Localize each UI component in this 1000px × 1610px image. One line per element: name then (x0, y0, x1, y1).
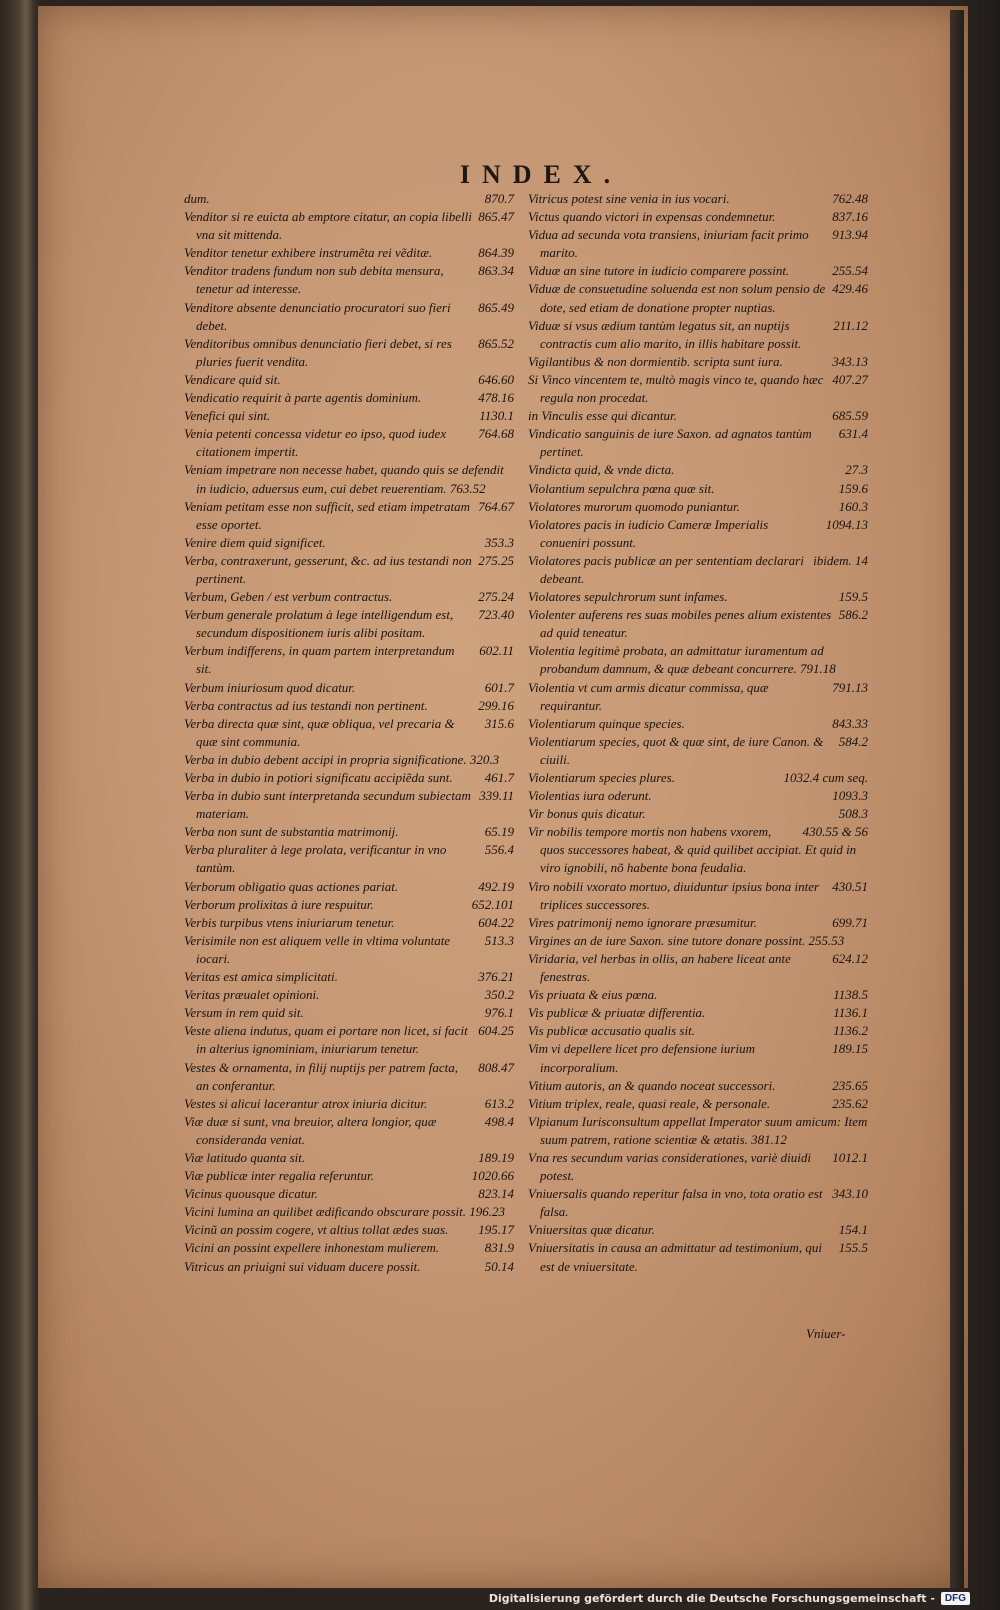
index-entry (528, 823, 868, 877)
index-entry-page-ref: 195.17 (478, 1222, 514, 1238)
index-entry-text: Vna res secundum varias considerationes, variè diuidi potest. (528, 1149, 811, 1184)
index-entry-text: Veritas est amica simplicitati. (184, 969, 338, 985)
index-entry-page-ref: 1138.5 (833, 987, 868, 1003)
index-entry-page-ref: 913.94 (832, 227, 868, 243)
index-entry-text: Veritas præualet opinioni. (184, 987, 320, 1003)
index-entry-text: Verba in dubio sunt interpretanda secundum subiectam materiam. (184, 788, 471, 822)
index-entry-text: Verba non sunt de substantia matrimonij. (184, 824, 399, 840)
index-entry-page-ref: ibidem. 14 (813, 552, 868, 568)
index-entry-text: Vlpianum Iurisconsultum appellat Imperator suum amicum: Item suum patrem, ratione scientiæ & ætatis. 381.12 (528, 1113, 868, 1147)
index-entry (184, 1095, 514, 1113)
index-entry-page-ref: 823.14 (478, 1186, 514, 1202)
index-entry-page-ref: 430.51 (832, 878, 868, 894)
index-entry-text: Vires patrimonij nemo ignorare præsumitur. (528, 914, 757, 930)
index-entry-text: Viro nobili vxorato mortuo, diuiduntur ipsius bona inter triplices successores. (528, 878, 820, 912)
index-entry-page-ref: 350.2 (484, 987, 514, 1003)
index-entry (528, 407, 868, 425)
index-entry-page-ref: 513.3 (484, 932, 514, 948)
index-entry-text: Vestes si alicui lacerantur atrox iniuria dicitur. (184, 1095, 428, 1111)
index-entry-page-ref: 870.7 (484, 191, 514, 206)
index-entry-page-ref: 1093.3 (832, 788, 868, 804)
index-entry (528, 1221, 868, 1239)
index-entry (528, 461, 868, 479)
index-entry-text: Violentiarum species, quot & quæ sint, de iure Canon. & ciuili. (528, 733, 824, 767)
index-entry-text: Violentiarum quinque species. (528, 715, 685, 731)
index-entry (528, 1004, 868, 1022)
index-entry-page-ref: 646.60 (478, 371, 514, 387)
index-entry-text: Vis publicæ accusatio qualis sit. (528, 1023, 695, 1039)
index-entry-page-ref: 1094.13 (825, 516, 868, 532)
index-entry-page-ref: 189.19 (478, 1149, 514, 1165)
index-entry-page-ref: 652.101 (471, 896, 514, 912)
index-entry-text: Vigilantibus & non dormientib. scripta sunt iura. (528, 353, 783, 369)
index-entry-text: Venditor tenetur exhibere instrumẽta rei vẽditæ. (184, 245, 433, 261)
index-entry-page-ref: 492.19 (478, 878, 514, 894)
index-entry-text: Verba in dubio in potiori significatu accipiẽda sunt. (184, 770, 453, 785)
index-entry-page-ref: 631.4 (838, 426, 868, 442)
index-entry (528, 606, 868, 642)
index-entry-text: Vidua ad secunda vota transiens, iniuriam facit primo marito. (528, 227, 809, 261)
index-entry (184, 552, 514, 588)
index-entry (184, 1239, 514, 1257)
index-entry (184, 407, 514, 425)
index-entry-text: Viæ duæ si sunt, vna breuior, altera longior, quæ consideranda veniat. (184, 1113, 437, 1147)
index-entry (528, 425, 868, 461)
index-entry-page-ref: 299.16 (478, 697, 514, 713)
index-entry-page-ref: 211.12 (833, 317, 868, 333)
index-entry-page-ref: 353.3 (484, 534, 514, 550)
index-entry-text: Virgines an de iure Saxon. sine tutore donare possint. 255.53 (528, 932, 845, 948)
index-entry (184, 425, 514, 461)
index-entry-text: Verbis turpibus vtens iniuriarum tenetur. (184, 914, 395, 930)
index-entry (528, 1077, 868, 1095)
index-entry (184, 1185, 514, 1203)
index-entry-text: Verba pluraliter à lege prolata, verificantur in vno tantùm. (184, 842, 447, 876)
index-entry-page-ref: 602.11 (479, 643, 514, 659)
index-entry-text: Veniam impetrare non necesse habet, quando quis se defendit in iudicio, aduersus eum, cui debet reuerentiam. 763.52 (184, 462, 504, 496)
index-entry-text: Verbum iniuriosum quod dicatur. (184, 679, 356, 695)
index-entry-text: Venditore absente denunciatio procuratori suo fieri debet. (184, 299, 451, 333)
index-entry-page-ref: 189.15 (832, 1041, 868, 1057)
index-entry-text: Verbum generale prolatum à lege intelligendum est, secundum dispositionem iuris alibi positam. (184, 607, 454, 641)
index-entry-text: Venia petenti concessa videtur eo ipso, quod iudex citationem impertit. (184, 426, 447, 460)
index-entry (528, 878, 868, 914)
index-entry-page-ref: 50.14 (484, 1258, 514, 1274)
index-entry-text: Vniuersalis quando reperitur falsa in vno, tota oratio est falsa. (528, 1186, 823, 1220)
index-entry (184, 534, 514, 552)
index-entry-page-ref: 976.1 (484, 1005, 514, 1021)
index-entry-page-ref: 275.24 (478, 589, 514, 605)
index-entry (528, 262, 868, 280)
index-entry-page-ref: 275.25 (478, 552, 514, 568)
index-entry (184, 606, 514, 642)
index-entry-text: Vim vi depellere licet pro defensione iurium incorporalium. (528, 1041, 755, 1075)
index-entry-text: Verbum indifferens, in quam partem interpretandum sit. (184, 643, 455, 677)
index-entry-text: Victus quando victori in expensas condemnetur. (528, 209, 776, 225)
index-entry-page-ref: 1020.66 (471, 1168, 514, 1184)
index-entry-text: Viduæ an sine tutore in iudicio comparere possint. (528, 263, 790, 279)
index-entry (184, 787, 514, 823)
index-entry (528, 1113, 868, 1149)
index-entry (184, 932, 514, 968)
index-entry-page-ref: 376.21 (478, 969, 514, 985)
index-entry (184, 208, 514, 244)
index-entry (184, 461, 514, 497)
index-entry (184, 498, 514, 534)
index-entry-text: Viduæ si vsus ædium tantùm legatus sit, an nuptijs contractis cum alio marito, in illis habitare possit. (528, 317, 802, 351)
index-entry (184, 679, 514, 697)
index-entry-page-ref: 343.10 (832, 1186, 868, 1202)
index-entry-page-ref: 723.40 (478, 607, 514, 623)
index-entry-text: Vitricus an priuigni sui viduam ducere possit. (184, 1258, 421, 1274)
index-entry (184, 1059, 514, 1095)
index-entry (184, 968, 514, 986)
index-entry-page-ref: 604.25 (478, 1023, 514, 1039)
index-entry-page-ref: 508.3 (838, 806, 868, 822)
index-entry-page-ref: 159.5 (838, 589, 868, 605)
index-entry-page-ref: 154.1 (838, 1222, 868, 1238)
index-entry (184, 1203, 514, 1221)
index-entry-page-ref: 685.59 (832, 408, 868, 424)
index-entry-page-ref: 837.16 (832, 209, 868, 225)
index-entry (528, 914, 868, 932)
index-entry-page-ref: 764.67 (478, 498, 514, 514)
index-entry (528, 932, 868, 950)
index-entry (184, 1004, 514, 1022)
index-entry (184, 642, 514, 678)
footer-credit-text: Digitalisierung gefördert durch die Deutsche Forschungsgemeinschaft - (488, 1592, 935, 1605)
index-entry (528, 733, 868, 769)
index-entry (184, 588, 514, 606)
index-entry (528, 317, 868, 353)
index-entry-text: Venditor tradens fundum non sub debita mensura, tenetur ad interesse. (184, 263, 444, 297)
index-entry (528, 1095, 868, 1113)
index-entry (528, 552, 868, 588)
index-entry (528, 1149, 868, 1185)
index-entry (184, 335, 514, 371)
index-entry-page-ref: 159.6 (838, 480, 868, 496)
index-entry-text: Vniuersitatis in causa an admittatur ad testimonium, qui est de vniuersitate. (528, 1240, 822, 1274)
index-entry-page-ref: 624.12 (832, 950, 868, 966)
index-entry-page-ref: 343.13 (832, 353, 868, 369)
index-entry (528, 1040, 868, 1076)
index-entry (528, 769, 868, 787)
index-entry (528, 516, 868, 552)
index-entry-page-ref: 584.2 (838, 733, 868, 749)
index-entry-page-ref: 865.52 (478, 335, 514, 351)
index-entry-text: Vicini lumina an quilibet ædificando obscurare possit. 196.23 (184, 1204, 506, 1220)
index-entry-text: Viæ latitudo quanta sit. (184, 1149, 306, 1165)
index-entry (184, 1258, 514, 1276)
index-entry-page-ref: 843.33 (832, 715, 868, 731)
index-entry-text: Vicini an possint expellere inhonestam mulierem. (184, 1240, 440, 1256)
index-entry-text: Viæ publicæ inter regalia referuntur. (184, 1168, 374, 1184)
index-entry-page-ref: 429.46 (832, 281, 868, 297)
index-entry (528, 787, 868, 805)
index-entry-page-ref: 1032.4 cum seq. (783, 770, 868, 785)
index-entry-page-ref: 65.19 (484, 824, 514, 840)
index-entry-page-ref: 235.65 (832, 1077, 868, 1093)
index-entry-text: Violatores sepulchrorum sunt infames. (528, 589, 728, 605)
index-entry-text: Vindicta quid, & vnde dicta. (528, 462, 675, 478)
index-entry (528, 1185, 868, 1221)
index-entry-page-ref: 1136.2 (833, 1023, 868, 1039)
index-entry-text: Violenter auferens res suas mobiles penes alium existentes ad quid teneatur. (528, 607, 832, 641)
index-entry-text: Vendicatio requirit à parte agentis dominium. (184, 390, 422, 406)
index-entry-page-ref: 1130.1 (479, 408, 514, 424)
index-entry (528, 208, 868, 226)
index-entry (528, 950, 868, 986)
index-entry (528, 190, 868, 208)
index-column-right (528, 190, 868, 1276)
page-edge (950, 10, 964, 1588)
index-entry-text: Violatores murorum quomodo puniantur. (528, 498, 740, 514)
page-header: INDEX. (459, 160, 623, 189)
catchword: Vniuer- (806, 1326, 846, 1341)
index-column-left (184, 190, 514, 1276)
index-entry-text: Vendicare quid sit. (184, 371, 281, 387)
index-entry-text: Violentias iura oderunt. (528, 788, 652, 804)
index-entry-text: Veste aliena indutus, quam ei portare non licet, si facit in alterius ignominiam, iniuriarum tenetur. (184, 1023, 468, 1057)
index-entry-text: Vitricus potest sine venia in ius vocari. (528, 191, 730, 206)
index-entry-page-ref: 586.2 (838, 607, 868, 623)
index-entry (528, 679, 868, 715)
index-entry-text: Verba directa quæ sint, quæ obliqua, vel precaria & quæ sint communia. (184, 715, 455, 749)
index-entry (528, 986, 868, 1004)
index-entry (184, 1167, 514, 1185)
index-entry (184, 823, 514, 841)
footer-credit (489, 1592, 970, 1605)
index-entry (528, 805, 868, 823)
index-entry-page-ref: 604.22 (478, 914, 514, 930)
dfg-logo: DFG (941, 1592, 970, 1605)
index-entry-text: Vir nobilis tempore mortis non habens vxorem, quos successores habeat, & quid quilibet accipiat. Et quid in viro ignobili, nõ habente bona feudalia. (528, 824, 857, 876)
index-entry-page-ref: 155.5 (838, 1240, 868, 1256)
index-entry (184, 244, 514, 262)
index-entry-page-ref: 863.34 (478, 263, 514, 279)
index-entry-page-ref: 255.54 (832, 263, 868, 279)
index-entry-text: Violentia vt cum armis dicatur commissa, quæ requirantur. (528, 679, 769, 713)
index-entry-text: Violatores pacis publicæ an per sententiam declarari debeant. (528, 552, 804, 586)
index-entry-text: Vitium triplex, reale, quasi reale, & personale. (528, 1095, 771, 1111)
index-entry-page-ref: 613.2 (484, 1095, 514, 1111)
index-entry-text: Violentia legitimè probata, an admittatur iuramentum ad probandum damnum, & quæ debeant concurrere. 791.18 (528, 643, 836, 677)
index-entry-page-ref: 478.16 (478, 390, 514, 406)
index-entry-text: Verba, contraxerunt, gesserunt, &c. ad ius testandi non pertinent. (184, 552, 472, 586)
index-entry (528, 1239, 868, 1275)
index-entry (184, 1113, 514, 1149)
index-entry-page-ref: 831.9 (484, 1240, 514, 1256)
index-entry-text: Violantium sepulchra pœna quæ sit. (528, 480, 715, 496)
index-entry-text: dum. (184, 191, 210, 206)
index-entry-text: Verba contractus ad ius testandi non pertinent. (184, 697, 428, 713)
index-entry-text: Venire diem quid significet. (184, 534, 326, 550)
index-entry-text: Vestes & ornamenta, in filij nuptijs per patrem facta, an conferantur. (184, 1059, 458, 1093)
index-entry-text: Verisimile non est aliquem velle in vltima voluntate iocari. (184, 932, 451, 966)
index-entry-text: Verborum obligatio quas actiones pariat. (184, 878, 399, 894)
index-entry (184, 299, 514, 335)
index-entry (528, 642, 868, 678)
index-entry-page-ref: 27.3 (845, 462, 868, 478)
index-entry-text: Vindicatio sanguinis de iure Saxon. ad agnatos tantùm pertinet. (528, 426, 812, 460)
index-entry (528, 588, 868, 606)
index-entry-text: Vis priuata & eius pœna. (528, 987, 658, 1003)
index-entry-text: in Vinculis esse qui dicantur. (528, 408, 677, 424)
index-entry (184, 986, 514, 1004)
index-entry (184, 1221, 514, 1239)
index-entry (184, 697, 514, 715)
index-entry-page-ref: 791.13 (832, 679, 868, 695)
index-entry-page-ref: 315.6 (484, 715, 514, 731)
index-entry-text: Vniuersitas quæ dicatur. (528, 1222, 655, 1238)
index-entry (184, 1022, 514, 1058)
index-entry-text: Verba in dubio debent accipi in propria significatione. 320.3 (184, 751, 500, 767)
index-entry (184, 878, 514, 896)
index-entry-text: Violentiarum species plures. (528, 770, 675, 785)
index-entry (528, 715, 868, 733)
index-entry-page-ref: 1012.1 (832, 1149, 868, 1165)
index-entry-page-ref: 699.71 (832, 914, 868, 930)
index-entry (528, 353, 868, 371)
index-entry-text: Versum in rem quid sit. (184, 1005, 304, 1021)
index-entry (528, 1022, 868, 1040)
index-entry (184, 371, 514, 389)
index-entry-text: Si Vinco vincentem te, multò magis vinco te, quando hæc regula non procedat. (528, 371, 824, 406)
index-entry-page-ref: 601.7 (484, 679, 514, 695)
index-entry-page-ref: 430.55 & 56 (802, 824, 868, 840)
index-entry (528, 498, 868, 516)
index-entry (184, 262, 514, 298)
index-entry-text: Venditor si re euicta ab emptore citatur, an copia libelli vna sit mittenda. (184, 209, 472, 243)
index-entry (184, 841, 514, 877)
index-entry-page-ref: 160.3 (838, 498, 868, 514)
index-entry (184, 914, 514, 932)
index-entry-text: Venefici qui sint. (184, 408, 271, 424)
index-entry-text: Vitium autoris, an & quando noceat successori. (528, 1077, 776, 1093)
index-entry-text: Violatores pacis in iudicio Cameræ Imperialis conueniri possunt. (528, 516, 769, 550)
index-entry-text: Viduæ de consuetudine soluenda est non solum pensio de dote, sed etiam de donatione propter nuptias. (528, 281, 826, 315)
index-entry-text: Verbum, Geben / est verbum contractus. (184, 589, 393, 605)
index-entry-text: Viridaria, vel herbas in ollis, an habere liceat ante fenestras. (528, 950, 791, 985)
index-entry-page-ref: 339.11 (479, 788, 514, 804)
index-entry-page-ref: 498.4 (484, 1113, 514, 1129)
index-entry-text: Vicinus quousque dicatur. (184, 1186, 318, 1202)
index-entry-text: Vir bonus quis dicatur. (528, 806, 646, 822)
index-entry (184, 751, 514, 769)
index-entry-page-ref: 461.7 (484, 770, 514, 785)
index-entry-page-ref: 1136.1 (833, 1005, 868, 1021)
index-entry-text: Veniam petitam esse non sufficit, sed etiam impetratam esse oportet. (184, 498, 470, 532)
index-entry-text: Verborum prolixitas à iure respuitur. (184, 896, 374, 912)
index-entry-page-ref: 865.47 (478, 209, 514, 225)
index-entry (528, 480, 868, 498)
index-entry (184, 190, 514, 208)
index-entry (184, 389, 514, 407)
index-entry-page-ref: 808.47 (478, 1059, 514, 1075)
index-entry-text: Vicinũ an possim cogere, vt altius tollat ædes suas. (184, 1222, 449, 1238)
index-entry-page-ref: 865.49 (478, 299, 514, 315)
index-entry-page-ref: 864.39 (478, 245, 514, 261)
index-entry-page-ref: 764.68 (478, 426, 514, 442)
index-entry (528, 226, 868, 262)
index-entry-page-ref: 556.4 (484, 842, 514, 858)
index-entry-text: Venditoribus omnibus denunciatio fieri debet, si res pluries fuerit vendita. (184, 335, 452, 369)
index-entry (528, 371, 868, 407)
index-entry (184, 1149, 514, 1167)
index-entry-page-ref: 762.48 (832, 191, 868, 206)
index-entry-page-ref: 235.62 (832, 1095, 868, 1111)
index-entry (184, 715, 514, 751)
index-entry-text: Vis publicæ & priuatæ differentia. (528, 1005, 706, 1021)
index-entry-page-ref: 407.27 (832, 371, 868, 387)
index-entry (528, 280, 868, 316)
index-entry (184, 896, 514, 914)
index-entry (184, 769, 514, 787)
